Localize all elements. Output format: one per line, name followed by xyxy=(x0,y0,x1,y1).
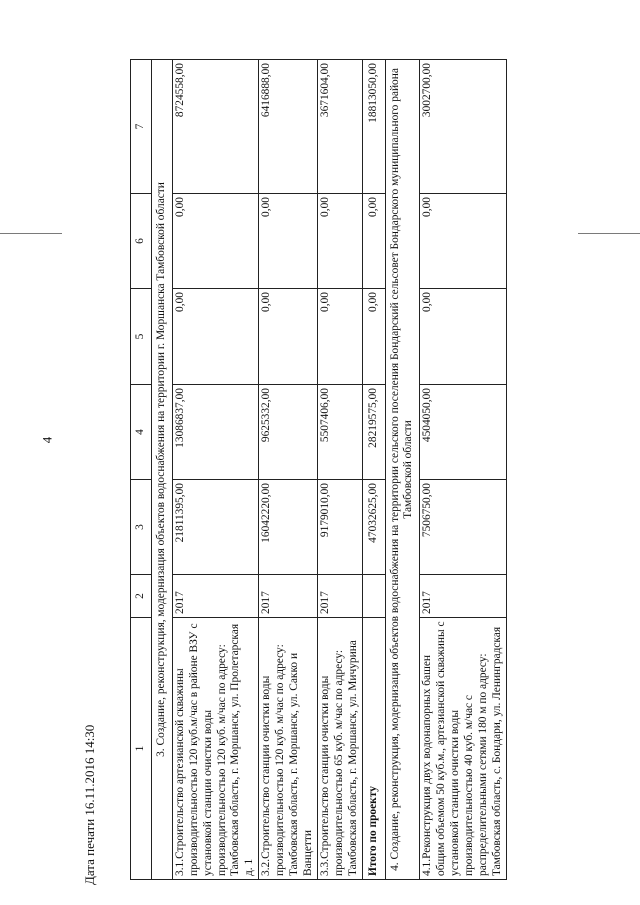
total-col7: 18813050,00 xyxy=(362,60,385,194)
total-col5: 0,00 xyxy=(362,289,385,385)
row-col5: 0,00 xyxy=(317,289,362,385)
row-col3: 7506750,00 xyxy=(420,480,506,575)
col-header-2: 2 xyxy=(131,575,152,618)
row-col6: 0,00 xyxy=(172,194,258,289)
funding-table xyxy=(130,59,507,880)
row-col6: 0,00 xyxy=(317,194,362,289)
row-year: 2017 xyxy=(317,575,362,618)
table-row xyxy=(317,60,362,880)
row-year: 2017 xyxy=(420,575,506,618)
row-year: 2017 xyxy=(259,575,318,618)
col-header-5: 5 xyxy=(131,289,152,385)
total-row xyxy=(362,60,385,880)
fold-line-right xyxy=(578,233,640,234)
col-header-7: 7 xyxy=(131,60,152,194)
row-col6: 0,00 xyxy=(420,194,506,289)
row-col4: 4504050,00 xyxy=(420,385,506,480)
row-col3: 16042220,00 xyxy=(259,480,318,575)
col-header-6: 6 xyxy=(131,194,152,289)
row-col4: 13086837,00 xyxy=(172,385,258,480)
row-name: 3.3.Строительство станции очистки воды производительностью 65 куб. м/час по адресу: Тамбовская область, г. Моршанск, ул. Мичурина xyxy=(317,618,362,880)
row-col7: 3002700,00 xyxy=(420,60,506,194)
row-col5: 0,00 xyxy=(420,289,506,385)
row-col7: 8724558,00 xyxy=(172,60,258,194)
table-row xyxy=(420,60,506,880)
row-col6: 0,00 xyxy=(259,194,318,289)
table-row xyxy=(172,60,258,880)
row-year: 2017 xyxy=(172,575,258,618)
col-header-1: 1 xyxy=(131,618,152,880)
row-name: 3.2.Строительство станции очистки воды производительностью 120 куб. м/час по адресу: Тамбовская область, г. Моршанск, ул. Сакко и Ванцетти xyxy=(259,618,318,880)
total-label: Итого по проекту xyxy=(362,618,385,880)
col-header-4: 4 xyxy=(131,385,152,480)
column-numbers-row xyxy=(131,60,152,880)
page-number: 4 xyxy=(39,436,55,444)
row-col3: 9179010,00 xyxy=(317,480,362,575)
print-date: Дата печати 16.11.2016 14:30 xyxy=(82,724,97,885)
rotated-table-container xyxy=(130,60,503,880)
row-col7: 3671604,00 xyxy=(317,60,362,194)
total-col4: 28219575,00 xyxy=(362,385,385,480)
total-col3: 47032625,00 xyxy=(362,480,385,575)
row-col4: 9625332,00 xyxy=(259,385,318,480)
row-name: 3.1.Строительство артезианской скважины производительностью 120 куб.м/час в районе ВЗУ с установкой станции очистки воды производительностью 120 куб. м/час по адресу: Тамбовская область, г. Моршанск, ул. Пролетарская д. 1 xyxy=(172,618,258,880)
fold-line-left xyxy=(0,233,62,234)
section-4-title: 4. Создание, реконструкция, модернизация объектов водоснабжения на территории сельского поселения Бондарский сельсовет Бондарского муниципального района Тамбовской области xyxy=(385,60,420,880)
total-year xyxy=(362,575,385,618)
row-name: 4.1.Реконструкция двух водонапорных башен общим объемом 50 куб.м., артезианской скважины с установкой станции очистки воды производительностью 40 куб. м/час с распределительными сетями 180 м по адресу: Тамбовская область, с. Бондари, ул. Ленинградская xyxy=(420,618,506,880)
section-3-title: 3. Создание, реконструкция, модернизация объектов водоснабжения на территории г. Моршанска Тамбовской области xyxy=(151,60,172,880)
row-col4: 5507406,00 xyxy=(317,385,362,480)
col-header-3: 3 xyxy=(131,480,152,575)
table-row xyxy=(259,60,318,880)
section-3-header xyxy=(151,60,172,880)
total-col6: 0,00 xyxy=(362,194,385,289)
row-col3: 21811395,00 xyxy=(172,480,258,575)
section-4-header xyxy=(385,60,420,880)
row-col5: 0,00 xyxy=(172,289,258,385)
row-col7: 6416888,00 xyxy=(259,60,318,194)
row-col5: 0,00 xyxy=(259,289,318,385)
